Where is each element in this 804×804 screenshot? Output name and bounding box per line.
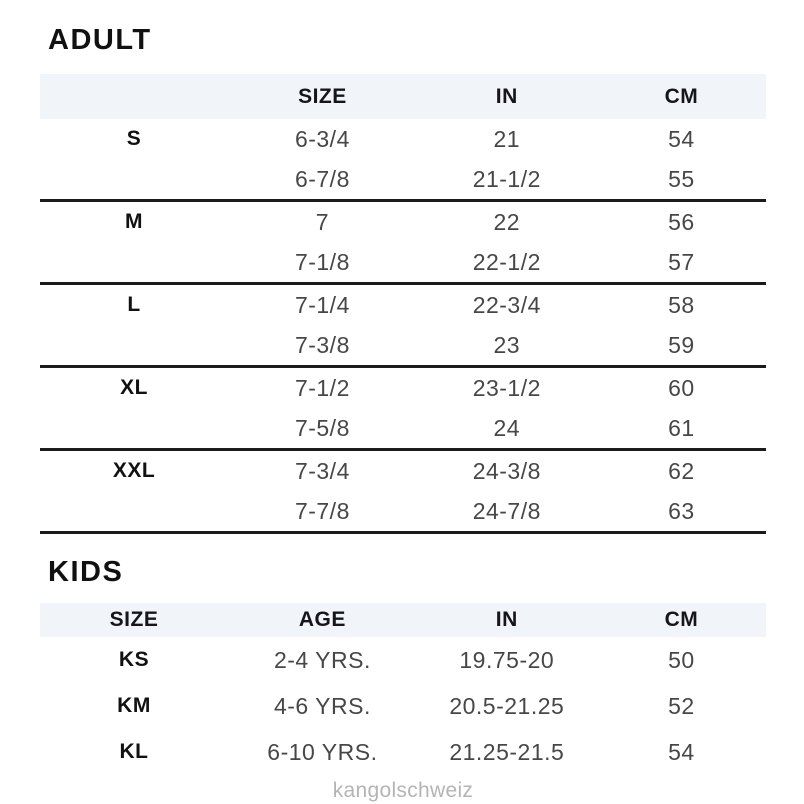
table-row	[40, 325, 766, 365]
hat-size-cell: 7	[315, 208, 330, 235]
table-row	[40, 683, 766, 729]
age-cell: 4-6 YRS.	[273, 692, 371, 719]
hat-size-cell: 6-7/8	[294, 165, 350, 192]
inches-cell: 24	[493, 414, 521, 441]
inches-cell: 24-7/8	[472, 497, 541, 524]
hat-size-cell: 7-1/4	[294, 291, 350, 318]
table-row	[40, 729, 766, 775]
table-row	[40, 159, 766, 199]
adult-section-title: ADULT	[48, 24, 152, 56]
inches-cell: 22-1/2	[472, 248, 541, 275]
kids-header-age: AGE	[298, 608, 346, 631]
size-group-label: S	[126, 127, 142, 150]
size-group-label: XL	[120, 376, 148, 399]
size-group-label: L	[127, 293, 141, 316]
kids-header-cm: CM	[664, 608, 699, 631]
adult-size-group-xl	[40, 368, 766, 451]
kids-table-header	[40, 603, 766, 637]
cm-cell: 59	[668, 331, 695, 358]
adult-header-size: SIZE	[298, 84, 347, 108]
kids-size-table	[40, 603, 766, 775]
size-group-label: KS	[118, 648, 150, 671]
watermark-text: kangolschweiz	[332, 779, 474, 802]
cm-cell: 55	[668, 165, 695, 192]
inches-cell: 19.75-20	[459, 646, 555, 673]
age-cell: 2-4 YRS.	[273, 646, 371, 673]
adult-header-inches: IN	[495, 84, 518, 108]
inches-cell: 23	[493, 331, 521, 358]
inches-cell: 23-1/2	[472, 374, 541, 401]
cm-cell: 54	[668, 738, 695, 765]
hat-size-cell: 7-7/8	[294, 497, 350, 524]
hat-size-cell: 7-5/8	[294, 414, 350, 441]
table-row	[40, 491, 766, 531]
table-row	[40, 119, 766, 159]
kids-header-inches: IN	[495, 608, 518, 631]
inches-cell: 22-3/4	[472, 291, 541, 318]
kids-section-title: KIDS	[48, 556, 124, 588]
cm-cell: 56	[668, 208, 695, 235]
inches-cell: 20.5-21.25	[449, 692, 565, 719]
cm-cell: 52	[668, 692, 695, 719]
inches-cell: 21.25-21.5	[449, 738, 565, 765]
cm-cell: 63	[668, 497, 695, 524]
cm-cell: 61	[668, 414, 695, 441]
cm-cell: 57	[668, 248, 695, 275]
inches-cell: 21	[493, 125, 521, 152]
hat-size-cell: 7-3/8	[294, 331, 350, 358]
adult-size-group-m	[40, 202, 766, 285]
size-group-label: KM	[117, 694, 151, 717]
adult-size-group-s	[40, 119, 766, 202]
adult-size-table	[40, 74, 766, 534]
cm-cell: 62	[668, 457, 695, 484]
hat-size-cell: 7-1/8	[294, 248, 350, 275]
hat-size-cell: 6-3/4	[294, 125, 350, 152]
kids-header-size: SIZE	[109, 608, 159, 631]
size-group-label: M	[125, 210, 144, 233]
adult-size-group-xxl	[40, 451, 766, 534]
size-group-label: KL	[119, 740, 149, 763]
age-cell: 6-10 YRS.	[267, 738, 378, 765]
table-row	[40, 242, 766, 282]
hat-size-cell: 7-1/2	[294, 374, 350, 401]
inches-cell: 24-3/8	[472, 457, 541, 484]
size-group-label: XXL	[112, 459, 156, 482]
inches-cell: 22	[493, 208, 521, 235]
cm-cell: 58	[668, 291, 695, 318]
adult-size-group-l	[40, 285, 766, 368]
table-row	[40, 368, 766, 408]
table-row	[40, 202, 766, 242]
cm-cell: 54	[668, 125, 695, 152]
table-row	[40, 408, 766, 448]
table-row	[40, 451, 766, 491]
cm-cell: 50	[668, 646, 695, 673]
adult-table-header	[40, 74, 766, 119]
inches-cell: 21-1/2	[472, 165, 541, 192]
table-row	[40, 285, 766, 325]
table-row	[40, 637, 766, 683]
hat-size-cell: 7-3/4	[294, 457, 350, 484]
adult-header-cm: CM	[664, 84, 699, 108]
cm-cell: 60	[668, 374, 695, 401]
